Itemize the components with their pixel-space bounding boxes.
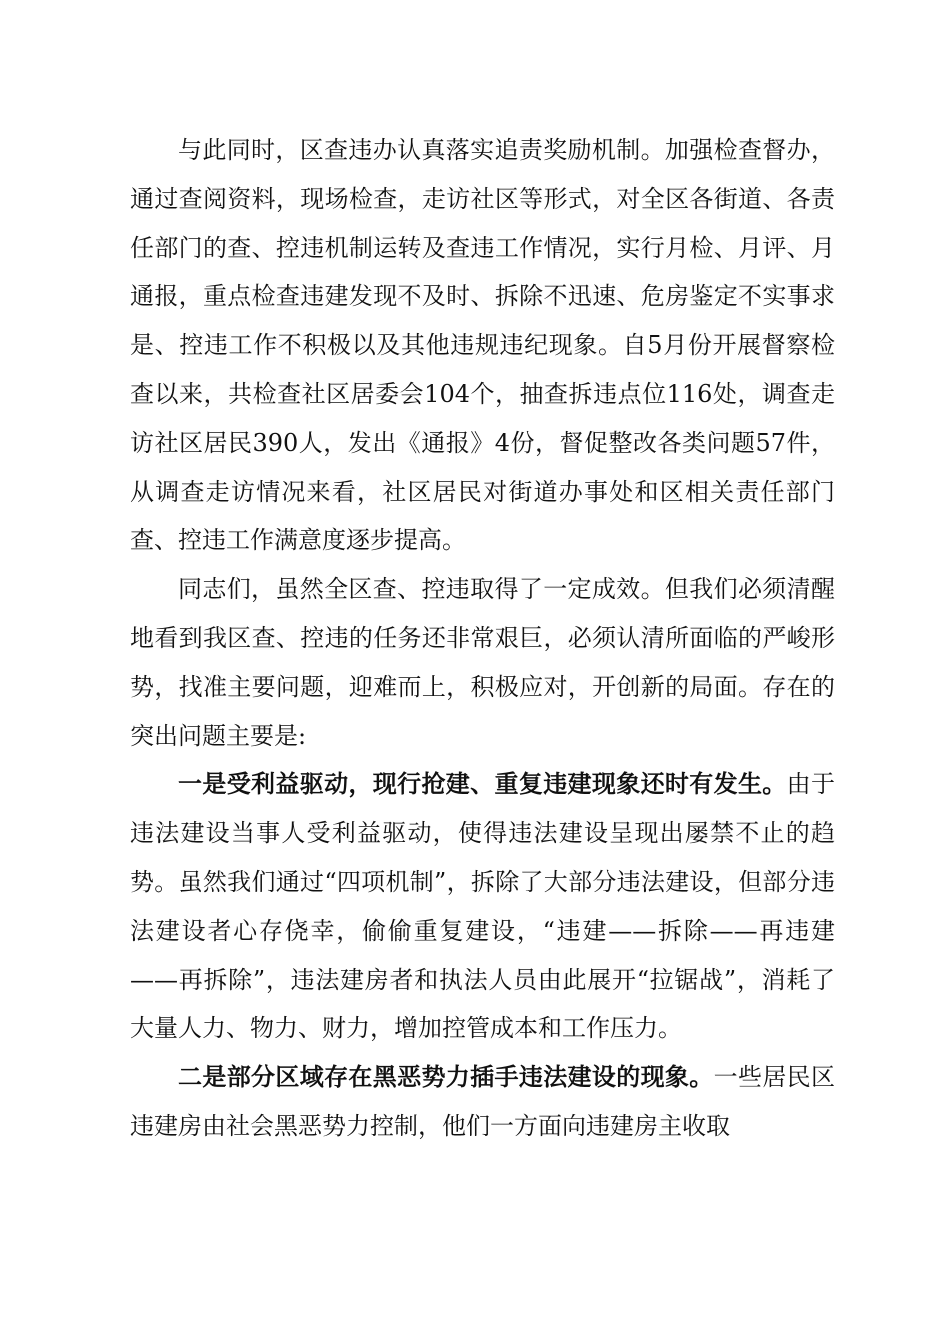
- document-body: [130, 126, 835, 1151]
- paragraph-text: 与此同时，区查违办认真落实追责奖励机制。加强检查督办，通过查阅资料，现场检查，走访社区等形式，对全区各街道、各责任部门的查、控违机制运转及查违工作情况，实行月检、月评、月通报，重点检查违建发现不及时、拆除不迅速、危房鉴定不实事求是、控违工作不积极以及其他违规违纪现象。自5月份开展督察检查以来，共检查社区居委会104个，抽查拆违点位116处，调查走访社区居民390人，发出《通报》4份，督促整改各类问题57件，从调查走访情况来看，社区居民对街道办事处和区相关责任部门查、控违工作满意度逐步提高。: [130, 136, 835, 555]
- paragraph-lead-heading: 二是部分区域存在黑恶势力插手违法建设的现象。: [178, 1062, 714, 1092]
- paragraph-text: 由于违法建设当事人受利益驱动，使得违法建设呈现出屡禁不止的趋势。虽然我们通过“四项机制”，拆除了大部分违法建设，但部分违法建设者心存侥幸，偷偷重复建设，“违建——拆除——再违建——再拆除”，违法建房者和执法人员由此展开“拉锯战”，消耗了大量人力、物力、财力，增加控管成本和工作压力。: [130, 770, 836, 1043]
- paragraph-accountability: [130, 126, 835, 565]
- paragraph-text: 同志们，虽然全区查、控违取得了一定成效。但我们必须清醒地看到我区查、控违的任务还非常艰巨，必须认清所面临的严峻形势，找准主要问题，迎难而上，积极应对，开创新的局面。存在的突出问题主要是:: [130, 575, 835, 750]
- paragraph-problem-two: [130, 1053, 835, 1151]
- paragraph-problem-one: [130, 760, 835, 1053]
- paragraph-text: 一些居民区违建房由社会黑恶势力控制，他们一方面向违建房主收取: [130, 1063, 836, 1140]
- paragraph-lead-heading: 一是受利益驱动，现行抢建、重复违建现象还时有发生。: [178, 769, 787, 799]
- paragraph-situation: [130, 565, 835, 760]
